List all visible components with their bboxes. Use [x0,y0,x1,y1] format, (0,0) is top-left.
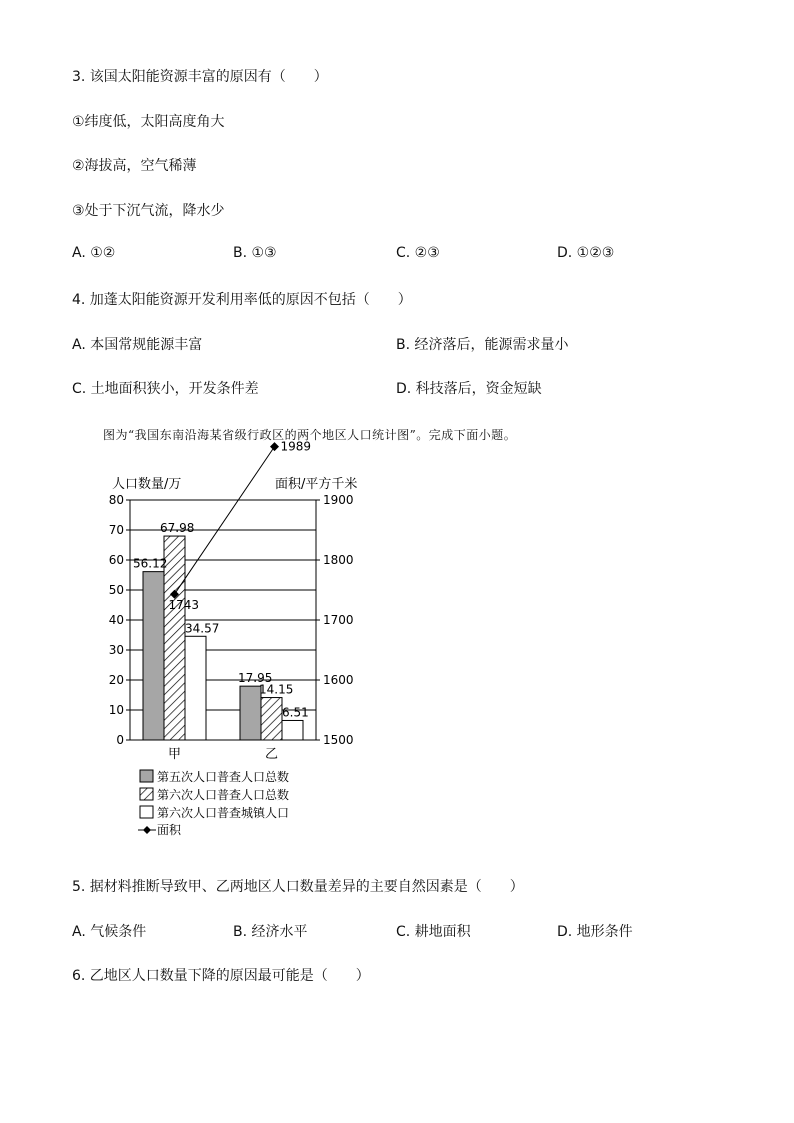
legend-marker [143,826,151,834]
question-3-option-d: D. ①②③ [557,245,615,261]
bar-value-label: 14.15 [259,682,294,697]
legend-label: 第六次人口普查城镇人口 [157,806,290,820]
area-value-label: 1989 [280,439,312,454]
question-3-option-b: B. ①③ [233,245,277,261]
question-3-item-1: ①纬度低，太阳高度角大 [72,114,225,130]
question-5-option-b: B. 经济水平 [233,924,308,940]
y-left-tick-label: 50 [108,583,124,597]
y-left-axis-title: 人口数量/万 [112,477,182,492]
legend-swatch [140,806,153,818]
y-left-tick-label: 20 [108,673,124,687]
y-right-tick-label: 1800 [323,553,354,567]
y-left-tick-label: 30 [108,643,124,657]
y-left-tick-label: 70 [108,523,124,537]
legend-swatch [140,788,153,800]
bar [185,636,206,740]
legend-swatch [140,770,153,782]
question-3-item-3: ③处于下沉气流，降水少 [72,203,225,219]
area-value-label: 1743 [168,598,200,613]
y-right-axis-title: 面积/平方千米 [275,477,358,492]
x-category-label: 乙 [264,747,279,762]
y-left-tick-label: 60 [108,553,124,567]
y-right-tick-label: 1600 [323,673,354,687]
legend-label: 面积 [157,823,182,837]
question-4-option-d: D. 科技落后，资金短缺 [396,381,542,397]
y-left-tick-label: 10 [108,703,124,717]
bar-value-label: 34.57 [185,621,220,636]
question-5-option-a: A. 气候条件 [72,924,147,940]
area-point [270,442,279,451]
legend-label: 第六次人口普查人口总数 [157,788,290,802]
bar [282,720,303,740]
question-4-option-c: C. 土地面积狭小，开发条件差 [72,381,259,397]
legend-label: 第五次人口普查人口总数 [157,770,290,784]
y-right-tick-label: 1700 [323,613,354,627]
bar [143,572,164,740]
y-left-tick-label: 40 [108,613,124,627]
bar-value-label: 17.95 [238,671,273,686]
question-6-stem: 6. 乙地区人口数量下降的原因最可能是（ ） [72,968,370,984]
question-3-option-c: C. ②③ [396,245,440,261]
bar-value-label: 67.98 [160,521,195,536]
question-5-option-d: D. 地形条件 [557,924,633,940]
question-5-option-c: C. 耕地面积 [396,924,471,940]
question-3-option-a: A. ①② [72,245,116,261]
question-4-stem: 4. 加蓬太阳能资源开发利用率低的原因不包括（ ） [72,292,412,308]
bar-value-label: 56.12 [133,556,168,571]
y-right-tick-label: 1900 [323,493,354,507]
question-4-option-b: B. 经济落后，能源需求量小 [396,337,569,353]
y-right-tick-label: 1500 [323,733,354,747]
bar-value-label: 6.51 [282,705,309,720]
question-3-item-2: ②海拔高，空气稀薄 [72,158,197,174]
question-3-stem: 3. 该国太阳能资源丰富的原因有（ ） [72,69,328,85]
figure-intro: 图为“我国东南沿海某省级行政区的两个地区人口统计图”。完成下面小题。 [103,428,517,442]
y-left-tick-label: 0 [116,733,124,747]
bar [240,686,261,740]
question-4-option-a: A. 本国常规能源丰富 [72,337,203,353]
population-chart [100,439,370,850]
question-5-stem: 5. 据材料推断导致甲、乙两地区人口数量差异的主要自然因素是（ ） [72,879,524,895]
y-left-tick-label: 80 [108,493,124,507]
bar [261,698,282,740]
x-category-label: 甲 [167,747,182,762]
